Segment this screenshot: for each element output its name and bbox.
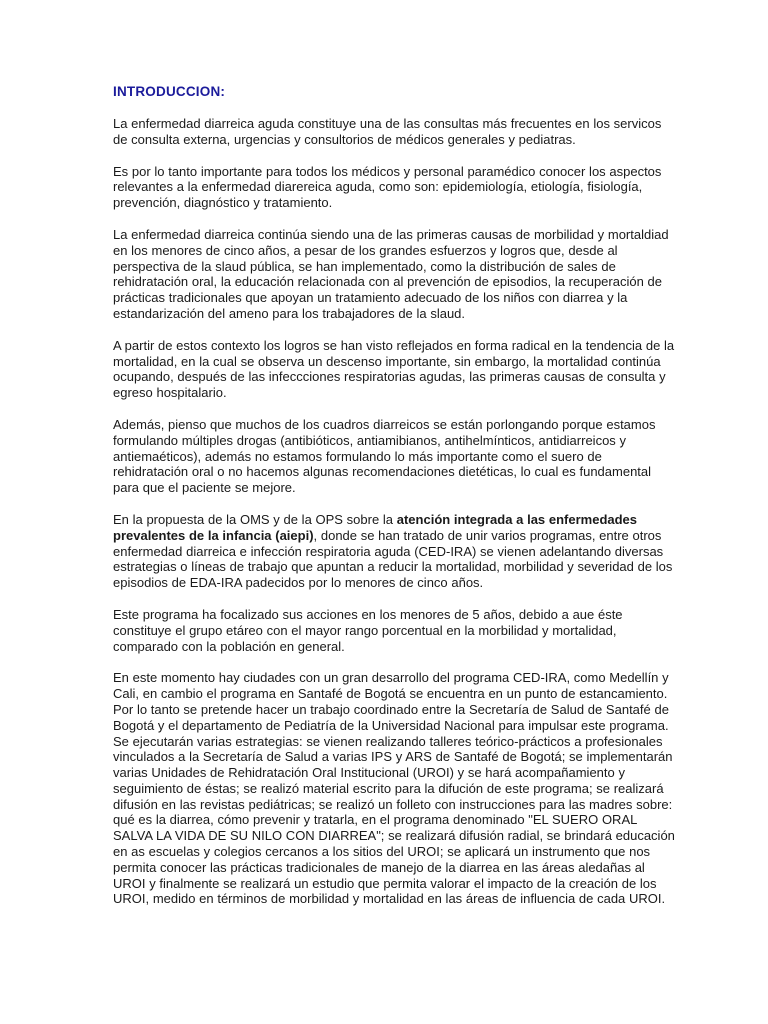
text-run: A partir de estos contexto los logros se han visto reflejados en forma radical en la tendencia de la mortalidad, en la cual se observa un descenso importante, sin embargo, la mortalidad continúa ocupando, después de las infeccciones respiratorias agudas, las primeras causas de consulta y egreso hospitalario. (113, 337, 675, 401)
paragraph (113, 512, 676, 591)
text-run: Este programa ha focalizado sus acciones en los menores de 5 años, debido a aue éste constituye el grupo etáreo con el mayor rango porcentual en la morbilidad y mortalidad, comparado con la población en general. (113, 606, 623, 654)
paragraph (113, 116, 676, 148)
text-run: Es por lo tanto importante para todos los médicos y personal paramédico conocer los aspectos relevantes a la enfermedad diarereica aguda, como son: epidemiología, etiología, fisiología, prevención, diagnóstico y tratamiento. (113, 163, 662, 211)
text-run: Además, pienso que muchos de los cuadros diarreicos se están porlongando porque estamos formulando múltiples drogas (antibióticos, antiamibianos, antihelmínticos, antidiarreicos y antiemaéticos), además no estamos formulando lo más importante como el suero de rehidratación oral o no hacemos algunas recomendaciones dietéticas, lo cual es fundamental para que el paciente se mejore. (113, 416, 656, 496)
text-run: En la propuesta de la OMS y de la OPS sobre la (113, 511, 397, 527)
paragraph (113, 227, 676, 322)
text-run: La enfermedad diarreica continúa siendo una de las primeras causas de morbilidad y mortaldiad en los menores de cinco años, a pesar de los grandes esfuerzos y logros que, desde al perspectiva de la slaud pública, se han implementado, como la distribución de sales de rehidratación oral, la educación relacionada con al prevención de episodios, la recuperación de prácticas tradicionales que apoyan un tratamiento adecuado de los niños con diarrea y la estandarización del ameno para los trabajadores de la slaud. (113, 226, 669, 321)
paragraph (113, 338, 676, 401)
paragraph (113, 417, 676, 496)
document-title: INTRODUCCION: (113, 84, 226, 99)
text-run: En este momento hay ciudades con un gran desarrollo del programa CED-IRA, como Medellín y Cali, en cambio el programa en Santafé de Bogotá se encuentra en un punto de estancamiento. Por lo tanto se pretende hacer un trabajo coordinado entre la Secretaría de Salud de Santafé de Bogotá y el departamento de Pediatría de la Universidad Nacional para impulsar este programa. Se ejecutarán varias estrategias: se vienen realizando talleres teórico-prácticos a profesionales vinculados a la Secretaría de Salud a varias IPS y ARS de Santafé de Bogotá; se implementarán varias Unidades de Rehidratación Oral Institucional (UROI) y se hará acompañamiento y seguimiento de éstas; se realizó material escrito para la difución de este programa; se realizará difusión en las revistas pediátricas; se realizó un folleto con instrucciones para las madres sobre: qué es la diarrea, cómo prevenir y tratarla, en el programa denominado "EL SUERO ORAL SALVA LA VIDA DE SU NILO CON DIARREA"; se realizará difusión radial, se brindará educación en as escuelas y colegios cercanos a los sitios del UROI; se aplicará un instrumento que nos permita conocer las prácticas tradicionales de manejo de la diarrea en las áreas aledañas al UROI y finalmente se realizará un estudio que permita valorar el impacto de la creación de los UROI, medido en términos de morbilidad y mortalidad en las áreas de influencia de cada UROI. (113, 670, 675, 907)
bold-text-run: atención integrada a las enfermedades prevalentes de la infancia (aiepi) (113, 511, 638, 543)
text-run: La enfermedad diarreica aguda constituye una de las consultas más frecuentes en los servicos de consulta externa, urgencias y consultorios de médicos generales y pediatras. (113, 116, 662, 147)
text-run: , donde se han tratado de unir varios programas, entre otros enfermedad diarreica e infección respiratoria aguda (CED-IRA) se vienen adelantando diversas estrategias o líneas de trabajo que apuntan a reducir la mortalidad, morbilidad y severidad de los episodios de EDA-IRA padecidos por lo menores de cinco años. (113, 527, 673, 591)
paragraph (113, 164, 676, 211)
document-body (113, 116, 676, 907)
paragraph (113, 607, 676, 654)
paragraph (113, 670, 676, 907)
